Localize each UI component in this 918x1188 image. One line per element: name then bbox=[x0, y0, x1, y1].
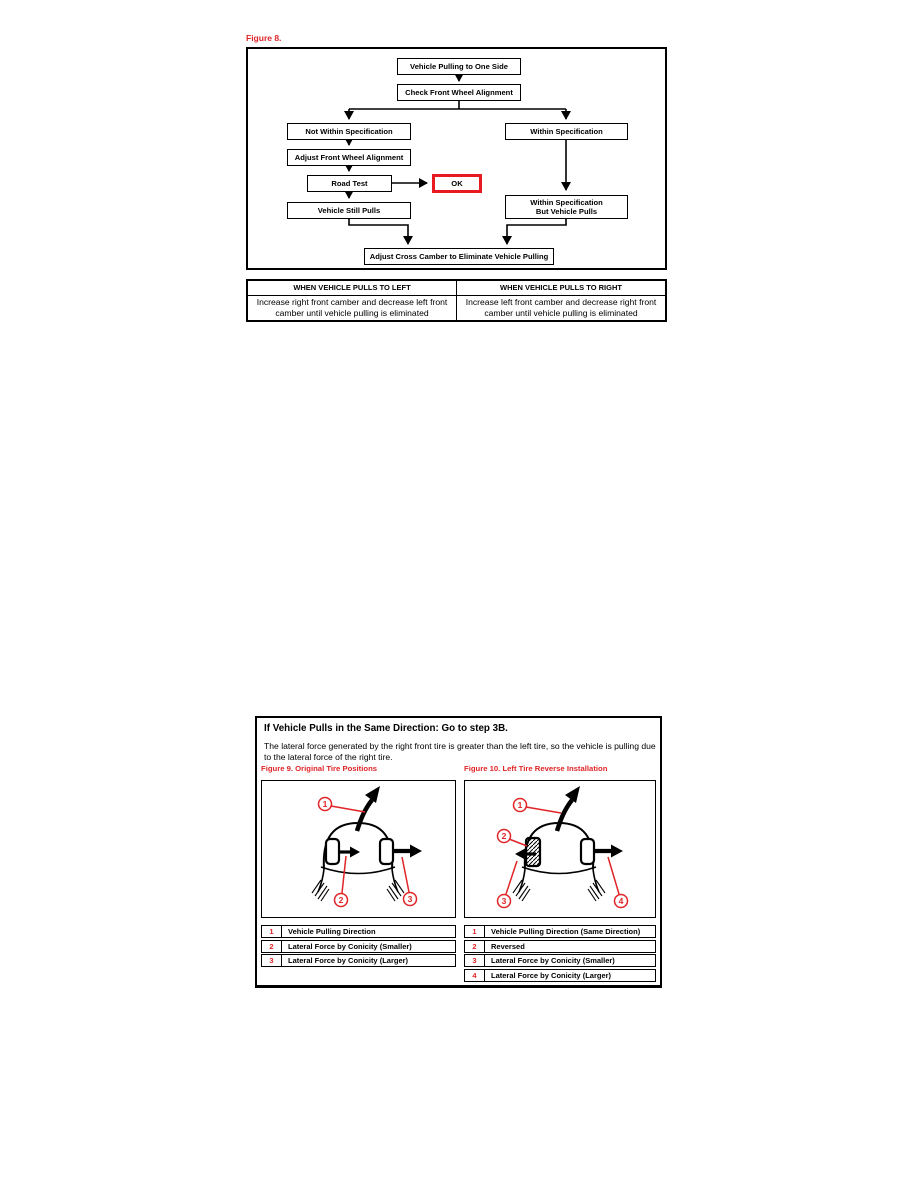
callout-1-number: 1 bbox=[322, 799, 328, 809]
legend-number: 3 bbox=[465, 955, 485, 966]
right-tire bbox=[380, 839, 393, 864]
legend-number: 4 bbox=[465, 970, 485, 981]
figure9-car-drawing bbox=[262, 781, 453, 915]
legend-row bbox=[261, 954, 456, 967]
callout-3-number: 3 bbox=[407, 894, 413, 904]
figure8-flowchart bbox=[246, 47, 667, 270]
body-hatch-marks bbox=[312, 880, 404, 901]
body-hatch-marks bbox=[513, 880, 605, 901]
legend-number: 1 bbox=[262, 926, 282, 937]
legend-number: 3 bbox=[262, 955, 282, 966]
node-road-test: Road Test bbox=[307, 175, 392, 192]
callout-2-number: 2 bbox=[338, 895, 344, 905]
callout-1-number: 1 bbox=[517, 800, 523, 810]
tires bbox=[326, 839, 393, 864]
node-adjust-cross-camber: Adjust Cross Camber to Eliminate Vehicle Pulling bbox=[364, 248, 554, 265]
node-within-spec: Within Specification bbox=[505, 123, 628, 140]
legend-row bbox=[464, 954, 656, 967]
node-still-pulls: Vehicle Still Pulls bbox=[287, 202, 411, 219]
left-tire-reversed bbox=[526, 838, 540, 866]
callout-3-number: 3 bbox=[501, 896, 507, 906]
large-lateral-force-arrow-icon bbox=[595, 845, 623, 858]
figure9-legend bbox=[261, 925, 456, 969]
right-tire bbox=[581, 839, 594, 864]
camber-table bbox=[246, 279, 667, 322]
legend-label: Lateral Force by Conicity (Smaller) bbox=[288, 941, 412, 951]
left-tire bbox=[326, 839, 339, 864]
figure9-caption: Figure 9. Original Tire Positions bbox=[261, 764, 378, 773]
camber-cell-right: Increase left front camber and decrease right front camber until vehicle pulling is eliminated bbox=[457, 295, 667, 321]
legend-label: Lateral Force by Conicity (Larger) bbox=[288, 956, 409, 966]
figure10-legend bbox=[464, 925, 656, 983]
node-not-within-spec: Not Within Specification bbox=[287, 123, 411, 140]
node-within-but-pulls bbox=[505, 195, 628, 219]
camber-header-right: WHEN VEHICLE PULLS TO RIGHT bbox=[457, 280, 667, 295]
node-within-but-pulls-line1: Within Specification bbox=[530, 197, 603, 207]
large-lateral-force-arrow-icon bbox=[394, 845, 422, 858]
node-ok: OK bbox=[432, 174, 482, 193]
legend-row bbox=[261, 940, 456, 953]
same-direction-panel bbox=[255, 716, 662, 988]
panel-heading: If Vehicle Pulls in the Same Direction: Go to step 3B. bbox=[264, 723, 508, 734]
legend-row bbox=[464, 925, 656, 938]
tires bbox=[526, 838, 594, 866]
node-within-but-pulls-line2: But Vehicle Pulls bbox=[535, 207, 598, 216]
node-adjust-alignment: Adjust Front Wheel Alignment bbox=[287, 149, 411, 166]
figure10-car-drawing bbox=[465, 781, 653, 915]
legend-row bbox=[464, 940, 656, 953]
camber-table-body-row bbox=[247, 295, 666, 321]
legend-row bbox=[464, 969, 656, 982]
legend-label: Vehicle Pulling Direction bbox=[288, 927, 376, 936]
camber-header-left: WHEN VEHICLE PULLS TO LEFT bbox=[247, 280, 457, 295]
figure9-diagram bbox=[261, 780, 456, 918]
figure10-diagram bbox=[464, 780, 656, 918]
figure8-label: Figure 8. bbox=[246, 33, 282, 43]
small-lateral-force-arrow-icon bbox=[340, 847, 360, 858]
camber-cell-left: Increase right front camber and decrease left front camber until vehicle pulling is eliminated bbox=[247, 295, 457, 321]
legend-number: 1 bbox=[465, 926, 485, 937]
callout-2-number: 2 bbox=[501, 831, 507, 841]
figure10-caption: Figure 10. Left Tire Reverse Installation bbox=[464, 764, 608, 773]
node-check-alignment: Check Front Wheel Alignment bbox=[397, 84, 521, 101]
legend-label: Reversed bbox=[491, 941, 525, 951]
legend-row bbox=[261, 925, 456, 938]
legend-number: 2 bbox=[465, 941, 485, 952]
legend-label: Lateral Force by Conicity (Smaller) bbox=[491, 956, 615, 966]
legend-label: Vehicle Pulling Direction (Same Direction) bbox=[491, 927, 641, 936]
camber-table-header-row bbox=[247, 280, 666, 295]
panel-body-text: The lateral force generated by the right front tire is greater than the left tire, so the vehicle is pulling due to the lateral force of the right tire. bbox=[264, 741, 656, 763]
node-vehicle-pulling: Vehicle Pulling to One Side bbox=[397, 58, 521, 75]
legend-number: 2 bbox=[262, 941, 282, 952]
legend-label: Lateral Force by Conicity (Larger) bbox=[491, 970, 612, 980]
callout-4-number: 4 bbox=[618, 896, 624, 906]
